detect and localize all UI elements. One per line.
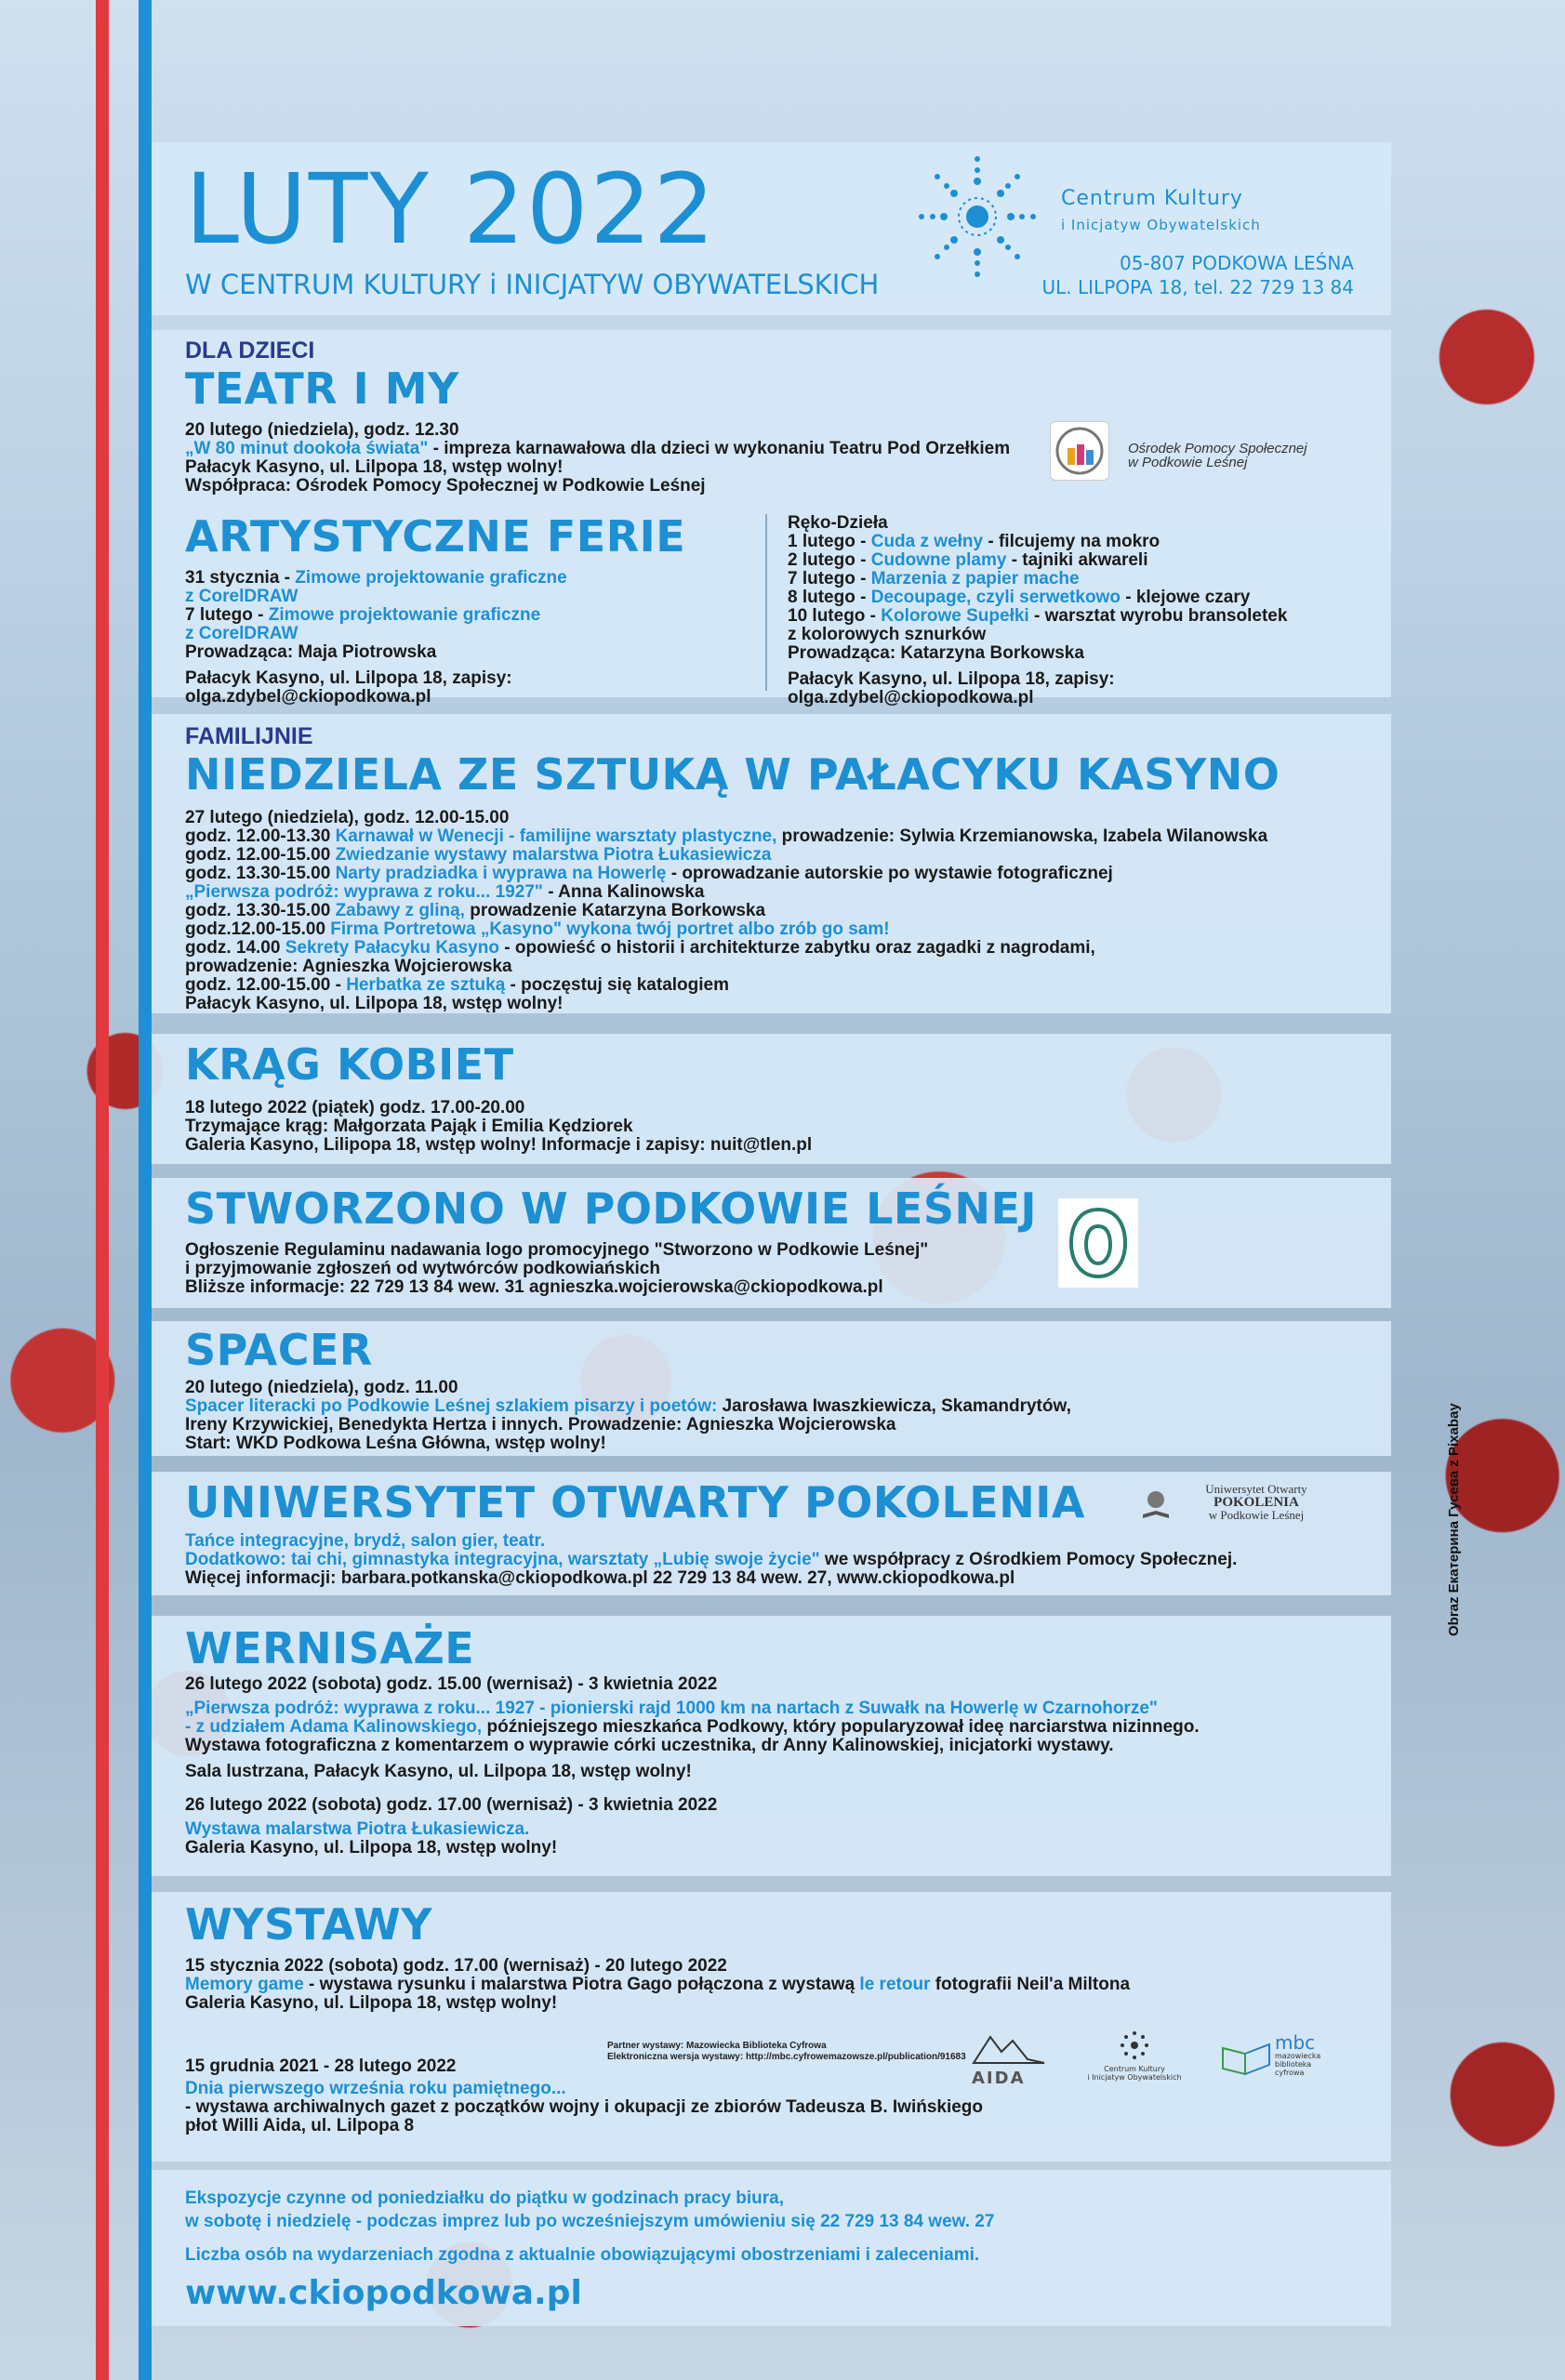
ferie-date-1: 31 stycznia - (185, 568, 296, 588)
wystawa-2-desc: - wystawa archiwalnych gazet z początków wojny i okupacji ze zbiorów Tadeusza B. Iwińskiego (185, 2097, 984, 2117)
footer-panel (152, 2170, 1391, 2326)
ckio-logo (917, 152, 1354, 300)
star-small-icon (1119, 2030, 1150, 2061)
teatr-coop: Współpraca: Ośrodek Pomocy Społecznej w Podkowie Leśnej (185, 476, 706, 496)
teatr-date: 20 lutego (niedziela), godz. 12.30 (185, 420, 459, 440)
krag-panel (152, 1034, 1391, 1164)
wernisaze-panel (152, 1616, 1391, 1876)
reko-head: Ręko-Dzieła (788, 513, 888, 533)
red-stripe (96, 0, 109, 2380)
krag-line: Trzymające krąg: Małgorzata Pająk i Emilia Kędziorek (185, 1117, 633, 1136)
reko-lead: Prowadząca: Katarzyna Borkowska (788, 643, 1084, 663)
krag-line: 18 lutego 2022 (piątek) godz. 17.00-20.00 (185, 1098, 525, 1117)
mbc-logo-sub-3: cyfrowa (1275, 2069, 1305, 2077)
spacer-title: SPACER (185, 1325, 373, 1375)
wernisaz-1-place: Sala lustrzana, Pałacyk Kasyno, ul. Lilpopa 18, wstęp wolny! (185, 1762, 692, 1781)
kids-panel (152, 330, 1391, 707)
stworzono-logo-icon (1058, 1198, 1138, 1288)
ferie-lead: Prowadząca: Maja Piotrowska (185, 642, 437, 662)
wernisaze-title: WERNISAŻE (185, 1623, 475, 1673)
pokolenia-logo-3: w Podkowie Leśnej (1208, 1508, 1305, 1522)
reko-item: 1 lutego - Cuda z wełny - filcujemy na mokro (788, 532, 1160, 551)
uniwersytet-line-3: Więcej informacji: barbara.potkanska@ckiopodkowa.pl 22 729 13 84 wew. 27, www.ckiopodkowa.pl (185, 1568, 1015, 1588)
uniwersytet-line-2a: Dodatkowo: tai chi, gimnastyka integracyjna, warsztaty „Lubię swoje życie" (185, 1550, 820, 1569)
uniwersytet-panel (152, 1472, 1391, 1595)
teatr-event: „W 80 minut dookoła świata" (185, 439, 429, 458)
star-logo-icon (917, 152, 1038, 282)
photo-credit: Obraz Екатерина Гусева z Pixabay (1446, 1403, 1462, 1636)
footer-line-1: Ekspozycje czynne od poniedziałku do piątku w godzinach pracy biura, (185, 2188, 785, 2208)
ferie-event-2b: z CorelDRAW (185, 624, 298, 643)
wystawa-2-place: płot Willi Aida, ul. Lilpopa 8 (185, 2116, 415, 2135)
wystawy-title: WYSTAWY (185, 1899, 433, 1950)
header-panel (152, 142, 1391, 315)
ferie-place: Pałacyk Kasyno, ul. Lilpopa 18, zapisy: olga.zdybel@ckiopodkowa.pl (185, 668, 512, 707)
spacer-line: Ireny Krzywickiej, Benedykta Hertza i innych. Prowadzenie: Agnieszka Wojcierowska (185, 1415, 896, 1435)
org-name-2: i Inicjatyw Obywatelskich (1061, 217, 1261, 233)
teatr-event-desc: - impreza karnawałowa dla dzieci w wykonaniu Teatru Pod Orzełkiem (428, 439, 1011, 458)
spacer-date: 20 lutego (niedziela), godz. 11.00 (185, 1378, 458, 1397)
teatr-place: Pałacyk Kasyno, ul. Lilpopa 18, wstęp wolny! (185, 457, 564, 477)
family-title: NIEDZIELA ZE SZTUKĄ W PAŁACYKU KASYNO (185, 749, 1280, 800)
spacer-event: Spacer literacki po Podkowie Leśnej szlakiem pisarzy i poetów: (185, 1396, 718, 1416)
ops-logo-text-1: Ośrodek Pomocy Społecznej (1128, 441, 1307, 456)
family-line: godz. 12.00-15.00 - Herbatka ze sztuką - poczęstuj się katalogiem (185, 975, 730, 995)
reko-item: 2 lutego - Cudowne plamy - tajniki akwareli (788, 550, 1148, 570)
wystawa-2-date: 15 grudnia 2021 - 28 lutego 2022 (185, 2056, 457, 2076)
family-line: prowadzenie: Agnieszka Wojcierowska (185, 957, 512, 976)
pokolenia-logo-1: Uniwersytet Otwarty (1205, 1482, 1307, 1496)
ckio-small-1: Centrum Kultury (1104, 2065, 1165, 2073)
pokolenia-logo (1137, 1483, 1342, 1529)
partner-line-2: Elektroniczna wersja wystawy: http://mbc.cyfrowemazowsze.pl/publication/91683 (607, 2052, 966, 2062)
wystawy-panel (152, 1892, 1391, 2162)
wystawa-1-end: fotografii Neil'a Miltona (930, 1975, 1131, 1994)
wystawa-2-event: Dnia pierwszego września roku pamiętnego... (185, 2079, 566, 2098)
krag-title: KRĄG KOBIET (185, 1039, 514, 1090)
stworzono-line: Ogłoszenie Regulaminu nadawania logo promocyjnego "Stworzono w Podkowie Leśnej" (185, 1240, 929, 1260)
family-line: godz.12.00-15.00 Firma Portretowa „Kasyno" wykona twój portret albo zrób go sam! (185, 919, 890, 939)
ferie-title: ARTYSTYCZNE FERIE (185, 511, 686, 562)
stworzono-panel (152, 1178, 1391, 1308)
blue-stripe (139, 0, 152, 2380)
family-line: Pałacyk Kasyno, ul. Lilpopa 18, wstęp wolny! (185, 994, 564, 1013)
wystawa-1-event: Memory game (185, 1975, 304, 1994)
family-line: godz. 13.30-15.00 Narty pradziadka i wyprawa na Howerlę - oprowadzanie autorskie po wystawie fotograficznej (185, 864, 1113, 883)
family-line: godz. 12.00-15.00 Zwiedzanie wystawy malarstwa Piotra Łukasiewicza (185, 845, 772, 865)
kids-label: DLA DZIECI (185, 337, 315, 364)
ferie-event-2: Zimowe projektowanie graficzne (268, 605, 541, 625)
spacer-event-rest: Jarosława Iwaszkiewicza, Skamandrytów, (717, 1396, 1071, 1416)
reko-cont: z kolorowych sznurków (788, 625, 987, 644)
wystawa-1-place: Galeria Kasyno, ul. Lilpopa 18, wstęp wolny! (185, 1993, 558, 2013)
tree-book-icon (1137, 1487, 1174, 1524)
pokolenia-logo-2: POKOLENIA (1214, 1495, 1299, 1510)
family-line: 27 lutego (niedziela), godz. 12.00-15.00 (185, 808, 510, 827)
wernisaz-2-event: Wystawa malarstwa Piotra Łukasiewicza. (185, 1819, 530, 1839)
wystawa-1-date: 15 stycznia 2022 (sobota) godz. 17.00 (wernisaż) - 20 lutego 2022 (185, 1956, 727, 1976)
org-address-1: 05-807 PODKOWA LEŚNA (1119, 252, 1354, 274)
uniwersytet-line-1: Tańce integracyjne, brydż, salon gier, teatr. (185, 1531, 546, 1551)
ops-logo-icon (1050, 421, 1109, 481)
wernisaz-1-event: „Pierwsza podróż: wyprawa z roku... 1927 - pionierski rajd 1000 km na nartach z Suwałk na Howerlę w Czarnohorze" (185, 1699, 1158, 1718)
uniwersytet-line-2b: we współpracy z Ośrodkiem Pomocy Społecznej. (819, 1550, 1238, 1569)
family-panel (152, 714, 1391, 1013)
stworzono-line: Bliższe informacje: 22 729 13 84 wew. 31 agnieszka.wojcierowska@ckiopodkowa.pl (185, 1277, 883, 1297)
wernisaz-2-place: Galeria Kasyno, ul. Lilpopa 18, wstęp wolny! (185, 1838, 558, 1858)
mbc-logo-text: mbc (1275, 2031, 1316, 2054)
partner-line-1: Partner wystawy: Mazowiecka Biblioteka Cyfrowa (607, 2041, 827, 2051)
page-subtitle: W CENTRUM KULTURY i INICJATYW OBYWATELSKICH (185, 269, 880, 300)
family-line: godz. 13.30-15.00 Zabawy z gliną, prowadzenie Katarzyna Borkowska (185, 901, 766, 920)
wystawa-1-mid: - wystawa rysunku i malarstwa Piotra Gago połączona z wystawą (303, 1975, 860, 1994)
reko-place: Pałacyk Kasyno, ul. Lilpopa 18, zapisy: olga.zdybel@ckiopodkowa.pl (788, 669, 1115, 707)
reko-item: 8 lutego - Decoupage, czyli serwetkowo - klejowe czary (788, 588, 1251, 607)
spacer-line: Start: WKD Podkowa Leśna Główna, wstęp wolny! (185, 1434, 606, 1453)
family-line: „Pierwsza podróż: wyprawa z roku... 1927" - Anna Kalinowska (185, 882, 705, 902)
family-line: godz. 12.00-13.30 Karnawał w Wenecji - familijne warsztaty plastyczne, prowadzenie: Sylwia Krzemianowska, Izabela Wilanowska (185, 826, 1268, 846)
uniwersytet-title: UNIWERSYTET OTWARTY POKOLENIA (185, 1477, 1085, 1527)
ferie-event-1b: z CorelDRAW (185, 587, 298, 606)
org-address-2: UL. LILPOPA 18, tel. 22 729 13 84 (1041, 276, 1354, 298)
wystawa-1-event-2: le retour (859, 1975, 931, 1994)
mbc-logo-sub-2: biblioteka (1275, 2060, 1312, 2069)
reko-item: 10 lutego - Kolorowe Supełki - warsztat wyrobu bransoletek (788, 606, 1288, 626)
stworzono-title: STWORZONO W PODKOWIE LEŚNEJ (185, 1183, 1037, 1234)
ferie-date-2: 7 lutego - (185, 605, 269, 625)
wernisaz-1-with-rest: późniejszego mieszkańca Podkowy, który popularyzował ideę narciarstwa nizinnego. (482, 1717, 1200, 1737)
column-divider (765, 514, 767, 691)
mbc-logo-sub-1: mazowiecka (1275, 2052, 1321, 2060)
footer-line-3: Liczba osób na wydarzeniach zgodna z aktualnie obowiązującymi obostrzeniami i zaleceniami. (185, 2245, 980, 2265)
aida-logo-text: AIDA (972, 2069, 1026, 2088)
ckio-small-2: i Inicjatyw Obywatelskich (1087, 2073, 1182, 2082)
ferie-event-1: Zimowe projektowanie graficzne (295, 568, 567, 588)
wernisaz-1-with: - z udziałem Adama Kalinowskiego, (185, 1717, 483, 1737)
family-line: godz. 14.00 Sekrety Pałacyku Kasyno - opowieść o historii i architekturze zabytku oraz zagadki z nagrodami, (185, 938, 1095, 958)
footer-line-2: w sobotę i niedzielę - podczas imprez lub po wcześniejszym umówieniu się 22 729 13 84 wew. 27 (185, 2212, 995, 2231)
wernisaz-1-desc: Wystawa fotograficzna z komentarzem o wyprawie córki uczestnika, dr Anny Kalinowskiej, inicjatorki wystawy. (185, 1736, 1114, 1755)
reko-item: 7 lutego - Marzenia z papier mache (788, 569, 1080, 588)
wernisaz-1-date: 26 lutego 2022 (sobota) godz. 15.00 (wernisaż) - 3 kwietnia 2022 (185, 1674, 718, 1694)
wernisaz-2-date: 26 lutego 2022 (sobota) godz. 17.00 (wernisaż) - 3 kwietnia 2022 (185, 1795, 718, 1815)
teatr-title: TEATR I MY (185, 364, 459, 414)
page-title: LUTY 2022 (185, 152, 717, 266)
spacer-panel (152, 1321, 1391, 1456)
ops-logo-text-2: w Podkowie Leśnej (1128, 455, 1248, 470)
stworzono-line: i przyjmowanie zgłoszeń od wytwórców podkowiańskich (185, 1259, 660, 1278)
krag-line: Galeria Kasyno, Lilipopa 18, wstęp wolny! Informacje i zapisy: nuit@tlen.pl (185, 1135, 813, 1155)
org-name-1: Centrum Kultury (1061, 187, 1243, 210)
footer-url[interactable]: www.ckiopodkowa.pl (185, 2274, 582, 2312)
family-label: FAMILIJNIE (185, 723, 313, 749)
